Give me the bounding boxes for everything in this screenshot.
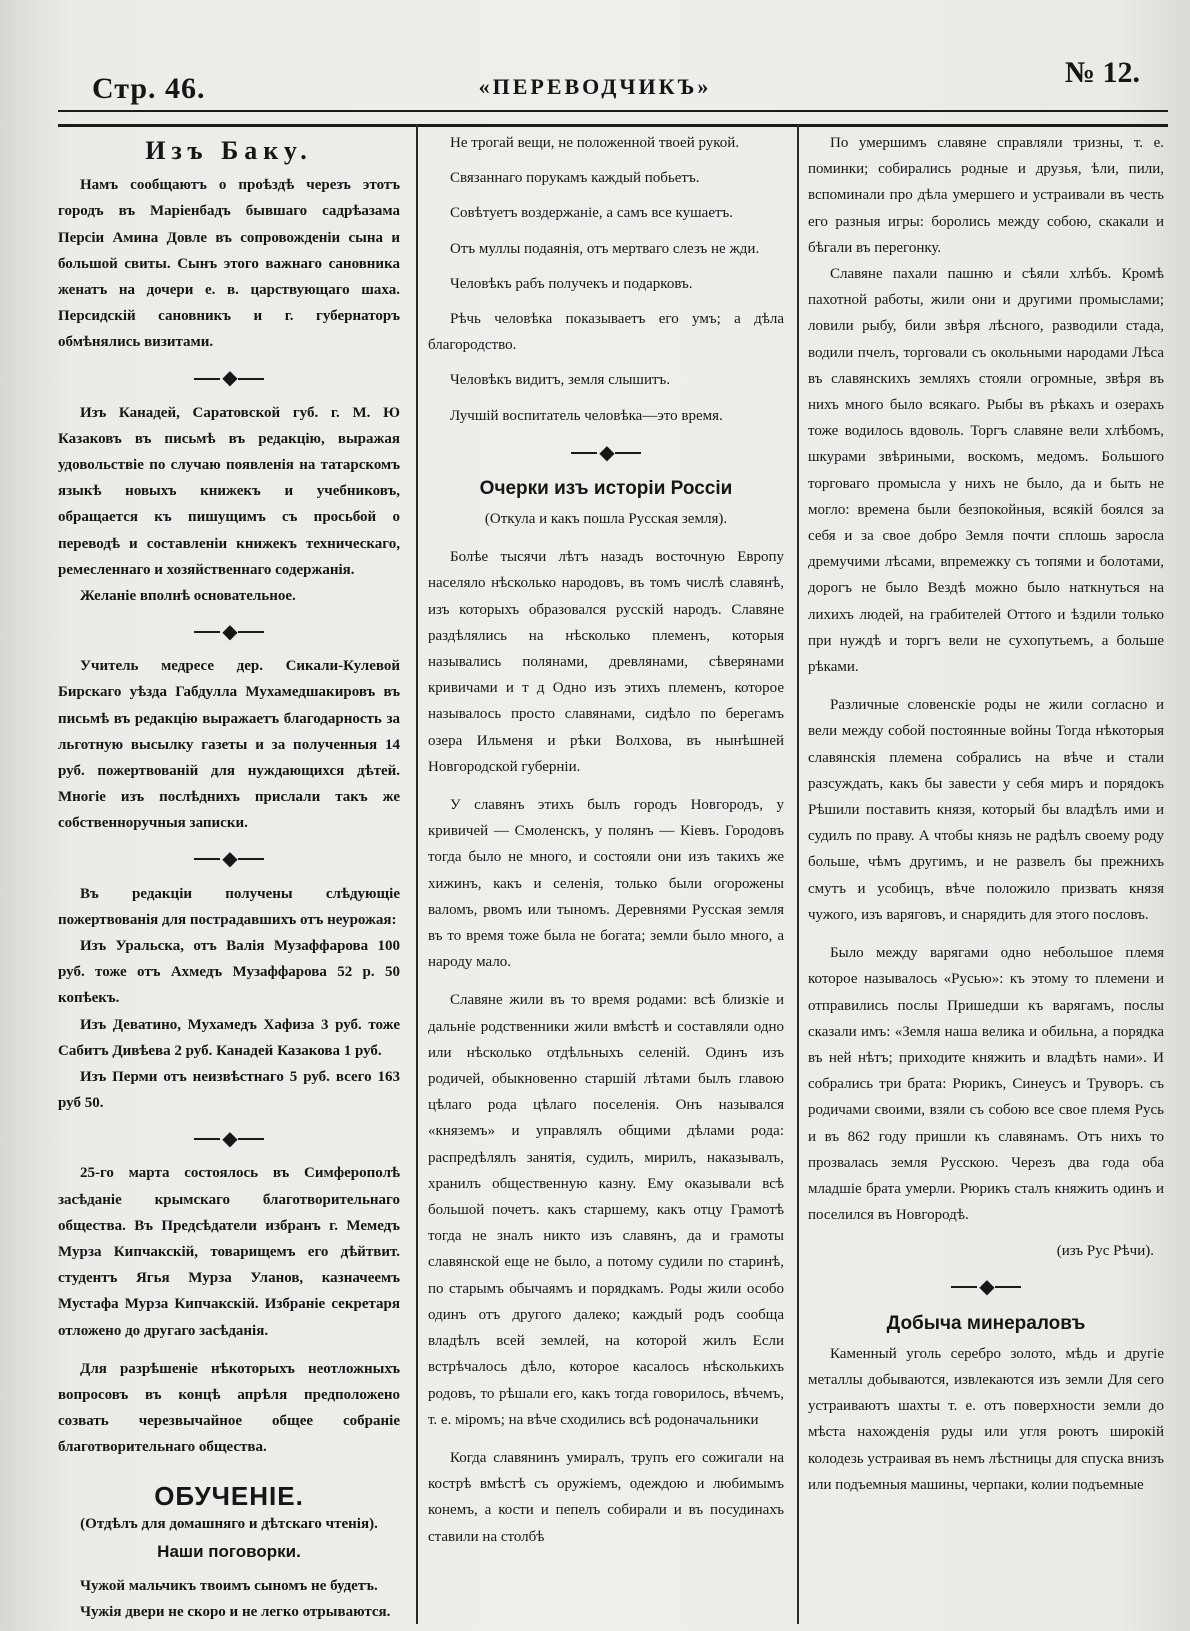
minerals-paragraph: Каменный уголь серебро золото, мѣдь и другіе металлы добываются, извлекаются изъ земли Для сего устраиваютъ шахты т. е. отъ поверхности земли до мѣста нахожденія руды или угля роютъ широкій колодезь устраивая въ немъ лѣстницы для спуска внизъ или подъемныя машины, черпаки, колии подъемные [808,1345,1164,1493]
column-divider-2 [797,124,799,1624]
proverbs-title: Наши поговорки. [157,1542,301,1562]
section-separator: ◆ [58,1124,400,1152]
article-title-baku: Изъ Баку. [145,136,313,165]
proverb-item: Не трогай вещи, не положенной твоей рукой. [450,135,740,151]
donations-intro: Въ редакціи получены слѣдующіе пожертвованія для пострадавшихъ отъ неурожая: [58,885,400,928]
proverb-item: Отъ муллы подаянія, отъ мертваго слезъ не жди. [450,240,760,257]
newspaper-title: «ПЕРЕВОДЧИКЪ» [478,74,712,99]
proverb-item: Лучшій воспитатель человѣка—это время. [450,407,723,424]
article-crimea-text: 25-го марта состоялось въ Симферополѣ засѣданіе крымскаго благотворительнаго общества. Въ Предсѣдатели избранъ г. Мемедъ Мурза Кипчакскій, товарищемъ его дѣйтвит. студентъ Ягья Мурза Уланов, казначеемъ Мустафа Мурза Кипчакскій. Избраніе секретаря отложено до другаго засѣданія. [58,1165,400,1339]
proverb-item: Совѣтуетъ воздержаніе, а самъ все кушаетъ. [450,205,734,222]
proverb-item: Человѣкъ видитъ, земля слышитъ. [450,372,671,389]
article-baku-text: Намъ сообщаютъ о проѣздѣ черезъ этотъ городъ въ Маріенбадъ бывшаго садрѣазама Персіи Амина Довле въ сопровожденіи сына и большой свиты. Сынъ этого важнаго сановника женатъ на дочери е. в. царствующаго шаха. Персидскій сановникъ и г. губернаторъ обмѣнялись визитами. [58,177,400,351]
article-subtitle-history: (Откула и какъ пошла Русская земля). [484,511,728,527]
history-paragraph: У славянъ этихъ былъ городъ Новгородъ, у кривичей — Смоленскъ, у полянъ — Кіевъ. Городовъ тогда было не много, и состояли они изъ такихъ же хижинъ, какъ и селенія, только были огорожены валомъ, рвомъ или тыномъ. Деревнями Русская земля въ то время тоже была не богата; земли было много, а народу мало. [428,797,784,971]
section-separator: ◆ [808,1273,1164,1301]
article-title-history: Очерки изъ исторіи Россіи [479,477,733,499]
header-rule-thick [58,124,1168,127]
header-rule-thin [58,110,1168,112]
page-header [0,0,1190,128]
column-divider-1 [416,124,418,1624]
column-right [800,130,1168,1622]
article-meeting-text: Для разрѣшеніе нѣкоторыхъ неотложныхъ вопросовъ въ концѣ апрѣля предположено созвать черезвычайное общее собраніе благотворительнаго общества. [58,1360,400,1456]
article-teacher-text: Учитель медресе дер. Сикали-Кулевой Бирскаго уѣзда Габдулла Мухамедшакировъ въ письмѣ въ редакцію выражаетъ благодарность за льготную высылку газеты и за полученныя 14 руб. пожертвованій для нуждающихся дѣтей. Многіе изъ послѣднихъ прислали такъ же собственноручныя записки. [58,658,400,832]
proverb-item: Чужія двери не скоро и не легко отрываются. [80,1604,391,1621]
history-source: (изъ Рус Рѣчи). [1056,1243,1154,1260]
section-separator: ◆ [58,617,400,645]
article-kazakov-wish: Желаніе вполнѣ основательное. [80,588,296,605]
proverb-item: Чужой мальчикъ твоимъ сыномъ не будетъ. [80,1578,378,1595]
history-paragraph: Славяне жили въ то время родами: всѣ близкіе и дальніе родственники жили вмѣстѣ и составляли одно или нѣсколько отдѣльныхъ селеній. Одинъ изъ родичей, обыкновенно старшій лѣтами былъ главою цѣлаго рода цѣлаго поселенія. Онъ назывался «княземъ» и управлялъ общими дѣлами рода: распредѣлялъ занятія, судилъ, мирилъ, наказывалъ, хранилъ общественную казну. Ему оказывали всѣ большой почетъ. какъ старшему, какъ отцу Грамотѣ тогда не зналъ никто изъ славянъ, да и грамоты славянской еще не было, а потому судили по старинѣ, по старымъ обычаямъ и порядкамъ. Роды жили особо одинъ отъ другого далеко; каждый родъ сообща владѣлъ всей землей, на которой жилъ Если встрѣчалось дѣло, которое касалось нѣсколькихъ родовъ, то рѣшали его, какъ тогда говорилось, вѣчемъ, т. е. міромъ; на вѣче сходились всѣ родоначальники [428,992,784,1428]
proverb-item: Связаннаго порукамъ каждый побьетъ. [450,170,700,187]
history-paragraph: Было между варягами одно небольшое племя которое называлось «Русью»: къ этому то племени и отправились послы Пришедши къ варягамъ, послы сказали имъ: «Земля наша велика и обильна, а порядка въ ней нѣтъ; приходите княжить и владѣть нами». И собрались три брата: Рюрикъ, Синеусъ и Труворъ. съ родичами своими, взяли съ собою все свое племя Русь и въ 862 году пришли къ славянамъ. Отъ нихъ то прозвалась земля Русскою. Черезъ два года оба младшіе брата умерли. Рюрикъ сталъ княжить одинъ и поселился въ Новгородѣ. [808,945,1164,1224]
proverb-item: Человѣкъ рабъ получекъ и подарковъ. [450,275,693,292]
section-separator: ◆ [58,364,400,392]
section-title-obuchenie: ОБУЧЕНІЕ. [154,1480,304,1511]
article-title-minerals: Добыча минераловъ [886,1312,1086,1334]
history-paragraph: Болѣе тысячи лѣтъ назадъ восточную Европу населяло нѣсколько народовъ, въ томъ числѣ славянѣ, изъ которыхъ образовался русскій народъ. Славяне раздѣлялись на нѣсколько племенъ, которыя назывались полянами, древлянами, сѣверянами кривичами и т д Одно изъ этихъ племенъ, которое называлось просто славянами, сидѣло по берегамъ озера Ильменя и рѣки Волхова, въ нынѣшней Новгородской губерніи. [428,549,784,775]
history-paragraph: По умершимъ славяне справляли тризны, т. е. поминки; собирались родные и друзья, ѣли, пили, вспоминали про дѣла умершего и устраивали въ честь его разныя игры: боролись между собою, скакали и бѣгали въ перегонку. [808,135,1164,256]
history-paragraph: Различные словенскіе роды не жили согласно и вели между собой постоянные войны Тогда нѣкоторыя славянскія племена собрались на вѣче и стали разсуждать, какъ бы завести у себя миръ и порядокъ Рѣшили поставить князя, который бы владѣлъ ими и судилъ по праву. А чтобы князь не радѣлъ своему роду больше, чѣмъ другимъ, и не развелъ бы прежнихъ смутъ и усобицъ, вѣче положило призвать князя чужого, изъ варяговъ, и снарядить для этого пословъ. [808,697,1164,923]
donations-devatino: Изъ Деватино, Мухамедъ Хафиза 3 руб. тоже Сабитъ Дивѣева 2 руб. Канадей Казакова 1 руб. [58,1016,400,1059]
column-middle [420,130,792,1622]
section-subtitle-obuchenie: (Отдѣлъ для домашняго и дѣтскаго чтенія). [80,1515,378,1532]
section-separator: ◆ [58,845,400,873]
donations-uralsk: Изъ Уральска, отъ Валія Музаффарова 100 руб. тоже отъ Ахмедъ Музаффарова 52 р. 50 копѣекъ. [58,937,400,1007]
proverb-item: Рѣчь человѣка показываетъ его умъ; а дѣла благородство. [428,311,784,354]
donations-perm: Изъ Перми отъ неизвѣстнаго 5 руб. всего 163 руб 50. [58,1069,400,1112]
section-separator: ◆ [428,438,784,466]
issue-number: № 12. [1064,56,1140,89]
article-kazakov-text: Изъ Канадей, Саратовской губ. г. М. Ю Казаковъ въ письмѣ въ редакцію, выражая удовольствіе по случаю появленія на татарскомъ языкѣ новыхъ книжекъ и учебниковъ, обращается къ пишущимъ съ просьбой о переводѣ и составленіи книжекъ техническаго, ремесленнаго и хозяйственнаго содержанія. [58,404,400,578]
column-left [58,130,408,1622]
page-number: Стр. 46. [92,72,206,105]
history-paragraph: Когда славянинъ умиралъ, трупъ его сожигали на кострѣ вмѣстѣ съ оружіемъ, одеждою и любимымъ конемъ, а кости и пепелъ собирали и въ посудинахъ ставили на столбѣ [428,1449,784,1545]
history-paragraph: Славяне пахали пашню и сѣяли хлѣбъ. Кромѣ пахотной работы, жили они и другими промыслами; ловили рыбу, били звѣря лѣсного, разводили стада, водили пчелъ, торговали съ окольными народами Лѣса въ славянскихъ земляхъ стояли огромные, звѣря въ нихъ много было всякаго. Рыбы въ рѣкахъ и озерахъ тоже водилось вдоволь. Торгъ славяне вели хлѣбомъ, шкурами звѣриными, воскомъ, медомъ. Большого торговаго промысла у нихъ не было, да и быть не могло: времена были безпокойныя, всякій боялся за себя и за свое добро Земля почти сплошь заросла дремучими лѣсами, впремежку съ топями и болотами, дорогъ не было Вездѣ можно было наткнуться на лихихъ людей, на грабителей Оттого и ѣздили только при нуждѣ и торгъ вели не сухопутьемъ, а больше рѣками. [808,266,1164,676]
